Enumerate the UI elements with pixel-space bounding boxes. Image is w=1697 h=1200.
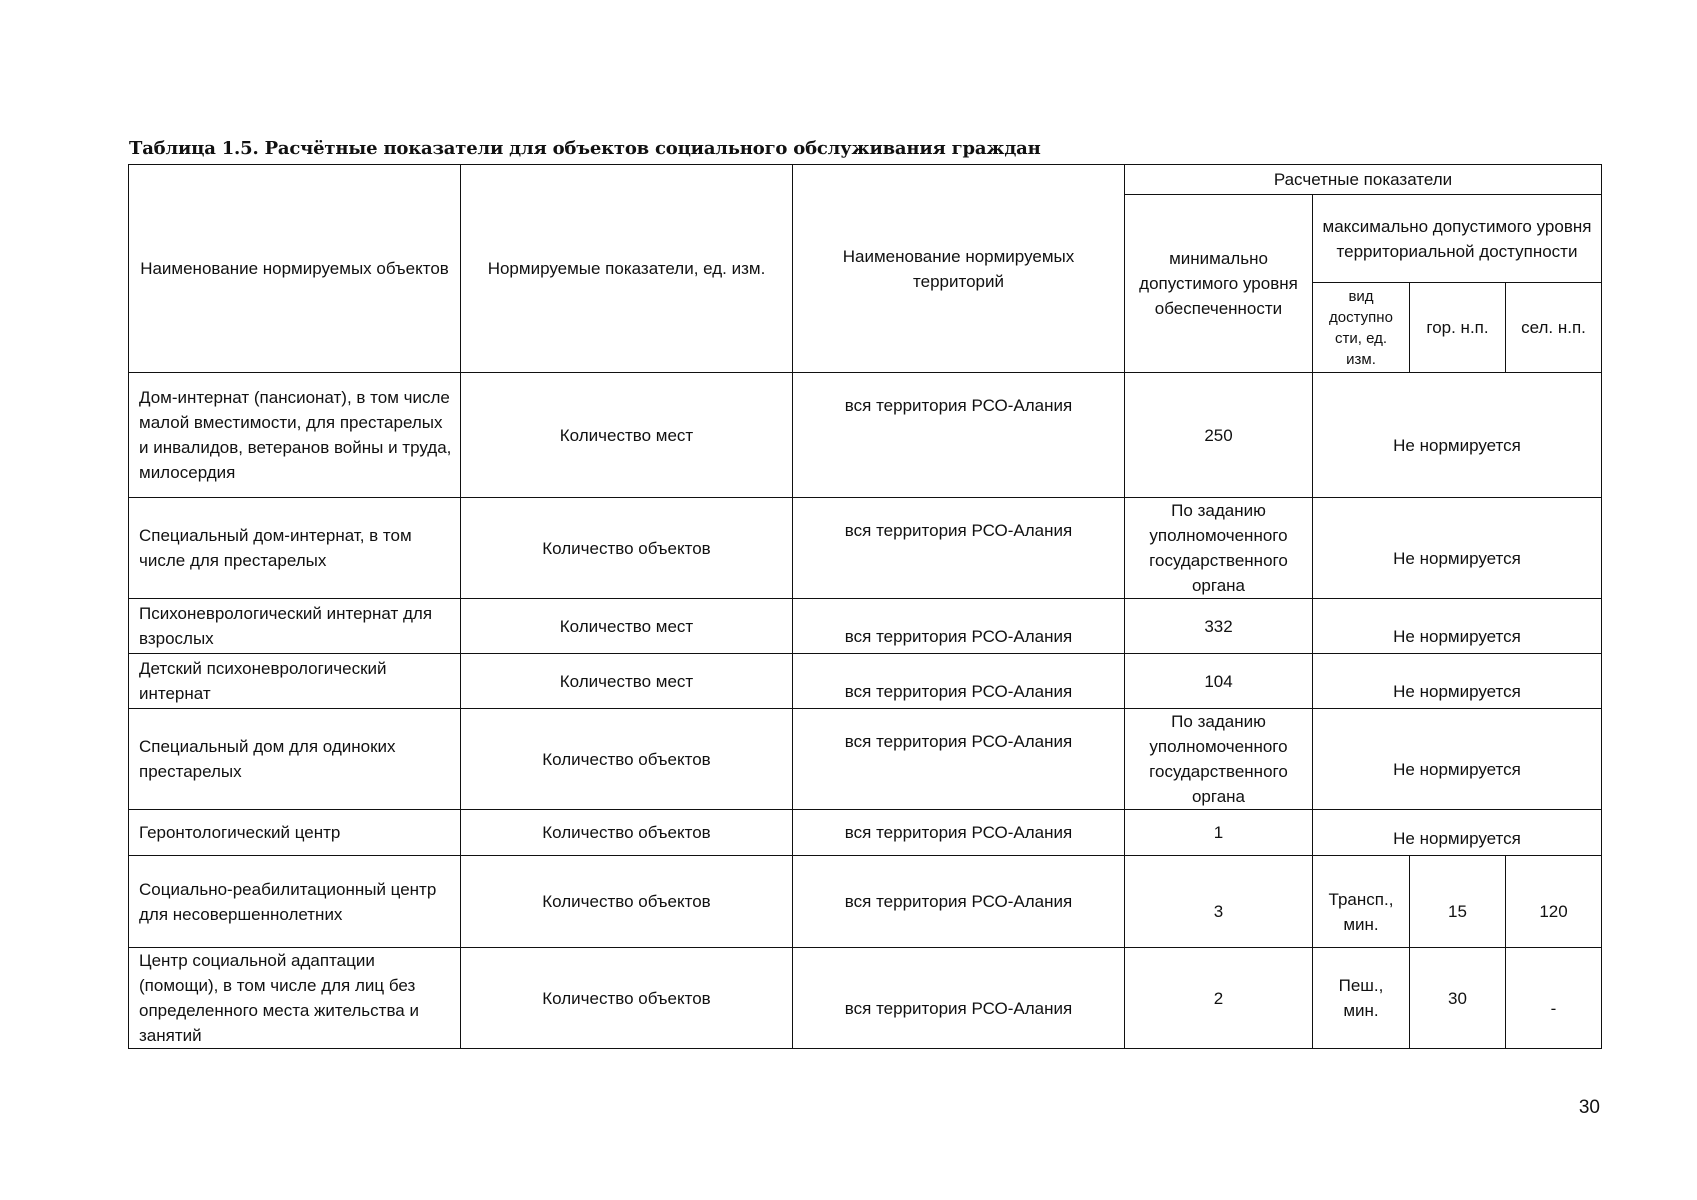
- territory: вся территория РСО-Алания: [793, 654, 1125, 709]
- indicator: Количество объектов: [461, 810, 793, 856]
- min-value: 2: [1125, 948, 1313, 1049]
- indicator: Количество объектов: [461, 709, 793, 810]
- max-value: Не нормируется: [1313, 810, 1602, 856]
- object-name: Центр социальной адаптации (помощи), в том числе для лиц без определенного места жительства и занятий: [129, 948, 461, 1049]
- territory: вся территория РСО-Алания: [793, 810, 1125, 856]
- territory: вся территория РСО-Алания: [793, 948, 1125, 1049]
- max-value: Не нормируется: [1313, 498, 1602, 599]
- min-value: По заданию уполномоченного государственного органа: [1125, 498, 1313, 599]
- header-indicators: Нормируемые показатели, ед. изм.: [461, 165, 793, 373]
- territory: вся территория РСО-Алания: [793, 599, 1125, 654]
- table-row: [129, 948, 1602, 1049]
- territory: вся территория РСО-Алания: [793, 373, 1125, 498]
- urban-value: 30: [1410, 948, 1506, 1049]
- object-name: Специальный дом-интернат, в том числе для престарелых: [129, 498, 461, 599]
- min-value: 3: [1125, 856, 1313, 948]
- object-name: Детский психоневрологический интернат: [129, 654, 461, 709]
- page-number: 30: [1578, 1097, 1600, 1118]
- table-row: [129, 373, 1602, 498]
- min-value: 332: [1125, 599, 1313, 654]
- territory: вся территория РСО-Алания: [793, 709, 1125, 810]
- object-name: Дом-интернат (пансионат), в том числе малой вместимости, для престарелых и инвалидов, ветеранов войны и труда, милосердия: [129, 373, 461, 498]
- indicator: Количество мест: [461, 599, 793, 654]
- territory: вся территория РСО-Алания: [793, 856, 1125, 948]
- min-value: 104: [1125, 654, 1313, 709]
- header-rural: сел. н.п.: [1506, 283, 1602, 373]
- indicator: Количество объектов: [461, 498, 793, 599]
- min-value: По заданию уполномоченного государственного органа: [1125, 709, 1313, 810]
- norm-indicators-table: [128, 164, 1602, 1049]
- header-objects: Наименование нормируемых объектов: [129, 165, 461, 373]
- max-value: Не нормируется: [1313, 654, 1602, 709]
- object-name: Социально-реабилитационный центр для несовершеннолетних: [129, 856, 461, 948]
- indicator: Количество объектов: [461, 856, 793, 948]
- header-urban: гор. н.п.: [1410, 283, 1506, 373]
- table-row: [129, 654, 1602, 709]
- rural-value: -: [1506, 948, 1602, 1049]
- max-value: Не нормируется: [1313, 373, 1602, 498]
- indicator: Количество мест: [461, 654, 793, 709]
- header-calc-group: Расчетные показатели: [1125, 165, 1602, 195]
- access-kind: Пеш., мин.: [1313, 948, 1410, 1049]
- territory: вся территория РСО-Алания: [793, 498, 1125, 599]
- table-row: [129, 599, 1602, 654]
- access-kind: Трансп., мин.: [1313, 856, 1410, 948]
- table-row: [129, 498, 1602, 599]
- header-kind: вид доступно сти, ед. изм.: [1313, 283, 1410, 373]
- header-row: [129, 165, 1602, 195]
- header-territories: Наименование нормируемых территорий: [793, 165, 1125, 373]
- urban-value: 15: [1410, 856, 1506, 948]
- header-min: минимально допустимого уровня обеспеченности: [1125, 195, 1313, 373]
- page-title: Таблица 1.5. Расчётные показатели для объектов социального обслуживания граждан: [129, 138, 1041, 159]
- min-value: 250: [1125, 373, 1313, 498]
- object-name: Специальный дом для одиноких престарелых: [129, 709, 461, 810]
- max-value: Не нормируется: [1313, 599, 1602, 654]
- object-name: Психоневрологический интернат для взрослых: [129, 599, 461, 654]
- indicator: Количество объектов: [461, 948, 793, 1049]
- rural-value: 120: [1506, 856, 1602, 948]
- indicator: Количество мест: [461, 373, 793, 498]
- header-max-group: максимально допустимого уровня территориальной доступности: [1313, 195, 1602, 283]
- max-value: Не нормируется: [1313, 709, 1602, 810]
- object-name: Геронтологический центр: [129, 810, 461, 856]
- min-value: 1: [1125, 810, 1313, 856]
- table-row: [129, 856, 1602, 948]
- table-row: [129, 709, 1602, 810]
- table-row: [129, 810, 1602, 856]
